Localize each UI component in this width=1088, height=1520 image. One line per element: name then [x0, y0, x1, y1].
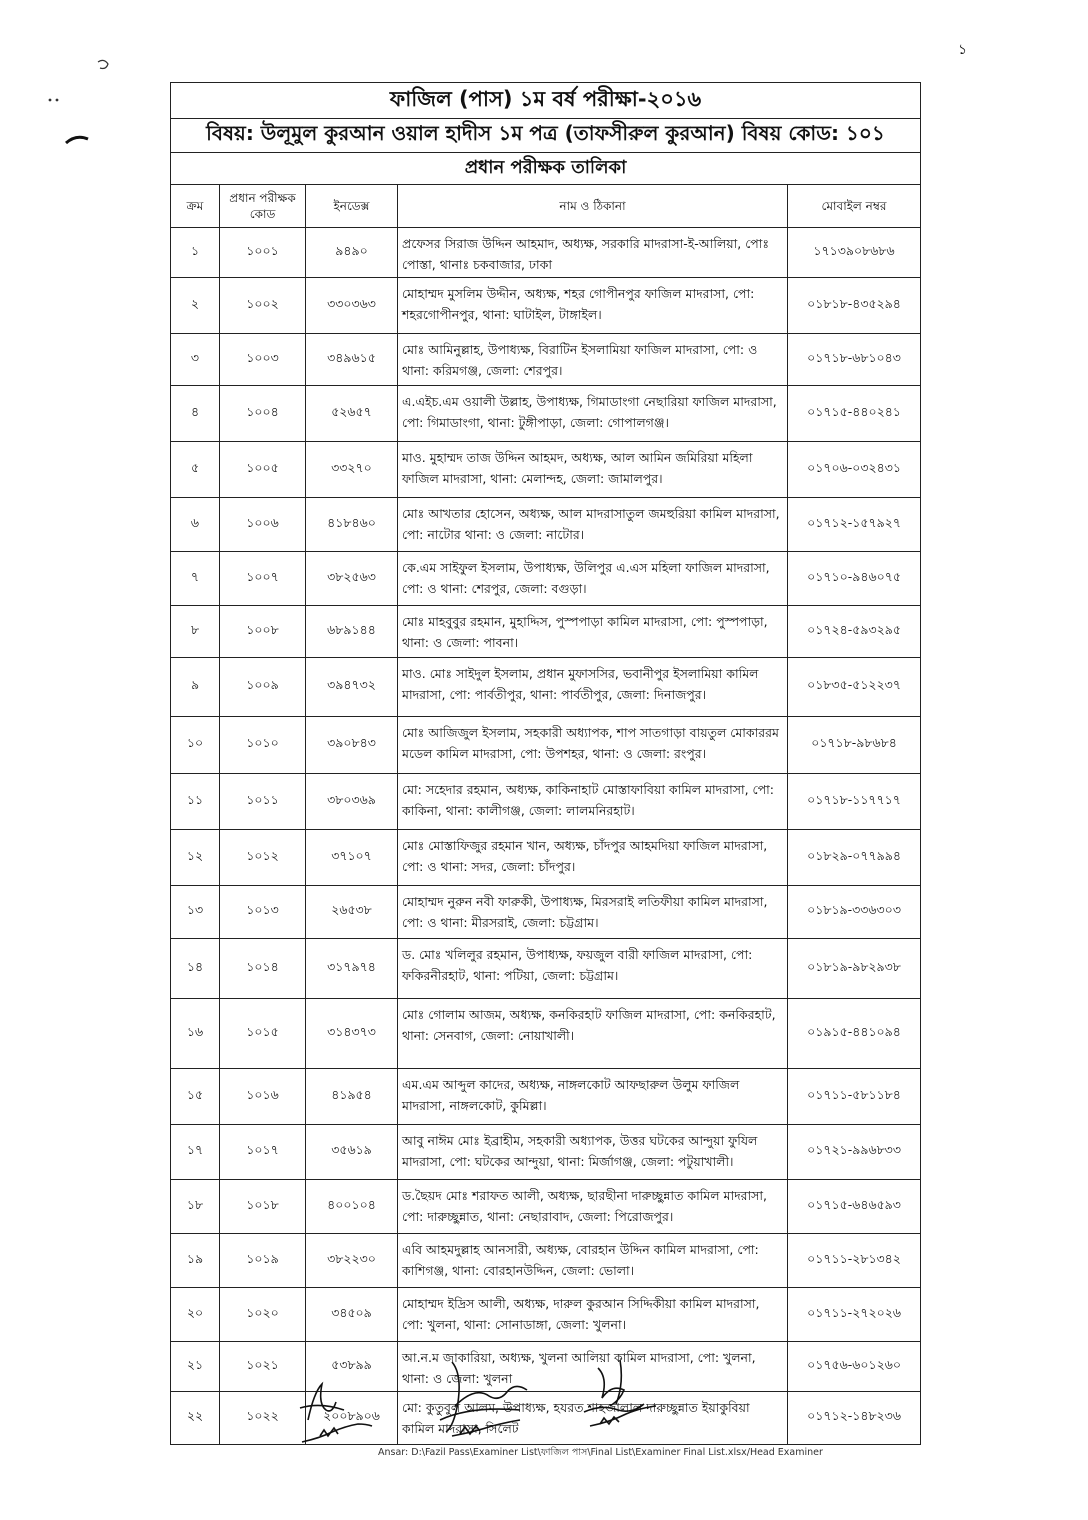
name-address-cell: মোঃ মোস্তাফিজুর রহমান খান, অধ্যক্ষ, চাঁদপুর আহমদিয়া ফাজিল মাদরাসা, পো: ও থানা: সদর, জেলা: চাঁদপুর। — [398, 830, 788, 886]
mobile-cell: ০১৭১১-২৭২০২৬ — [788, 1288, 921, 1342]
mobile-cell: ০১৮২৯-০৭৭৯৯৪ — [788, 830, 921, 886]
mobile-cell: ০১৭০৬-০৩২৪৩১ — [788, 442, 921, 498]
examiner-code-cell: ১০১৮ — [220, 1180, 306, 1234]
index-cell: ৫৩৮৯৯ — [306, 1342, 398, 1392]
examiner-code-cell: ১০১৭ — [220, 1125, 306, 1180]
name-address-cell: আ.ন.ম জাকারিয়া, অধ্যক্ষ, খুলনা আলিয়া কামিল মাদরাসা, পো: খুলনা, থানা: ও জেলা: খুলনা — [398, 1342, 788, 1392]
serial-cell: ১৮ — [171, 1180, 220, 1234]
list-title: প্রধান পরীক্ষক তালিকা — [171, 153, 921, 185]
mobile-cell: ০১৭১১-২৮১৩৪২ — [788, 1234, 921, 1288]
serial-cell: ১১ — [171, 774, 220, 830]
signature-2 — [440, 1362, 527, 1436]
column-header-mobile: মোবাইল নম্বর — [788, 185, 921, 228]
index-cell: ৩১৭৯৭৪ — [306, 939, 398, 999]
table-row — [171, 606, 921, 658]
serial-cell: ১৩ — [171, 886, 220, 939]
name-address-cell: মোহাম্মদ নুরুন নবী ফারুকী, উপাধ্যক্ষ, মিরসরাই লতিফীয়া কামিল মাদরাসা, পো: ও থানা: মীরসরাই, জেলা: চট্টগ্রাম। — [398, 886, 788, 939]
serial-cell: ৯ — [171, 658, 220, 717]
table-row — [171, 228, 921, 278]
serial-cell: ২০ — [171, 1288, 220, 1342]
serial-cell: ৮ — [171, 606, 220, 658]
examiner-code-cell: ১০০৩ — [220, 334, 306, 386]
table-body — [171, 228, 921, 1445]
name-address-cell: মাও. মুহাম্মদ তাজ উদ্দিন আহমদ, অধ্যক্ষ, আল আমিন জমিরিয়া মহিলা ফাজিল মাদরাসা, থানা: মেলান্দহ, জেলা: জামালপুর। — [398, 442, 788, 498]
signature-1 — [300, 1384, 372, 1442]
index-cell: ৩৯০৮৪৩ — [306, 717, 398, 774]
name-address-cell: মোঃ আজিজুল ইসলাম, সহকারী অধ্যাপক, শাপ সাতগাড়া বায়তুল মোকাররম মডেল কামিল মাদরাসা, পো: উপশহর, থানা: ও জেলা: রংপুর। — [398, 717, 788, 774]
serial-cell: ৪ — [171, 386, 220, 442]
name-address-cell: এবি আহমদুল্লাহ আনসারী, অধ্যক্ষ, বোরহান উদ্দিন কামিল মাদরাসা, পো: কাশিগঞ্জ, থানা: বোরহানউদ্দিন, জেলা: ভোলা। — [398, 1234, 788, 1288]
mobile-cell: ০১৭১৮-৬৮১০৪৩ — [788, 334, 921, 386]
column-header-code: প্রধান পরীক্ষক কোড — [220, 185, 306, 228]
table-row — [171, 939, 921, 999]
index-cell: ৩৩০৩৬৩ — [306, 278, 398, 334]
name-address-cell: এম.এম আব্দুল কাদের, অধ্যক্ষ, নাঙ্গলকোট আফছারুল উলুম ফাজিল মাদরাসা, নাঙ্গলকোট, কুমিল্লা। — [398, 1069, 788, 1125]
serial-cell: ১৫ — [171, 1069, 220, 1125]
index-cell: ৩৮২২৩০ — [306, 1234, 398, 1288]
examiner-code-cell: ১০০১ — [220, 228, 306, 278]
page-number: ১ — [958, 42, 968, 58]
examiner-code-cell: ১০০৪ — [220, 386, 306, 442]
index-cell: ৪১৯৫৪ — [306, 1069, 398, 1125]
index-cell: ৩৮০৩৬৯ — [306, 774, 398, 830]
column-header-name: নাম ও ঠিকানা — [398, 185, 788, 228]
serial-cell: ১ — [171, 228, 220, 278]
index-cell: ৩৭১০৭ — [306, 830, 398, 886]
examiner-code-cell: ১০১৬ — [220, 1069, 306, 1125]
serial-cell: ১৭ — [171, 1125, 220, 1180]
table-row — [171, 498, 921, 552]
mobile-cell: ০১৭১৮-১১৭৭১৭ — [788, 774, 921, 830]
examiner-code-cell: ১০১৩ — [220, 886, 306, 939]
name-address-cell: ড.ছৈয়দ মোঃ শরাফত আলী, অধ্যক্ষ, ছারছীনা দারুচ্ছুন্নাত কামিল মাদরাসা, পো: দারুচ্ছুন্নাত, থানা: নেছারাবাদ, জেলা: পিরোজপুর। — [398, 1180, 788, 1234]
mobile-cell: ০১৭২১-৯৯৬৮৩৩ — [788, 1125, 921, 1180]
examiner-code-cell: ১০০৯ — [220, 658, 306, 717]
examiner-code-cell: ১০০৮ — [220, 606, 306, 658]
index-cell: ৩৯৪৭৩২ — [306, 658, 398, 717]
serial-cell: ২ — [171, 278, 220, 334]
table-row — [171, 1069, 921, 1125]
serial-cell: ১৪ — [171, 939, 220, 999]
mobile-cell: ০১৭১২-১৫৭৯২৭ — [788, 498, 921, 552]
table-row — [171, 1288, 921, 1342]
examiner-code-cell: ১০০৬ — [220, 498, 306, 552]
index-cell: ৩৪৫০৯ — [306, 1288, 398, 1342]
index-cell: ৩৪৯৬১৫ — [306, 334, 398, 386]
mobile-cell: ০১৮১৮-৪৩৫২৯৪ — [788, 278, 921, 334]
index-cell: ৯৪৯০ — [306, 228, 398, 278]
name-address-cell: ড. মোঃ খলিলুর রহমান, উপাধ্যক্ষ, ফয়জুল বারী ফাজিল মাদরাসা, পো: ফকিরনীরহাট, থানা: পটিয়া, জেলা: চট্টগ্রাম। — [398, 939, 788, 999]
examiner-code-cell: ১০১০ — [220, 717, 306, 774]
table-row — [171, 886, 921, 939]
name-address-cell: কে.এম সাইফুল ইসলাম, উপাধ্যক্ষ, উলিপুর এ.এস মহিলা ফাজিল মাদরাসা, পো: ও থানা: শেরপুর, জেলা: বগুড়া। — [398, 552, 788, 606]
name-address-cell: মোঃ আখতার হোসেন, অধ্যক্ষ, আল মাদরাসাতুল জমহুরিয়া কামিল মাদরাসা, পো: নাটোর থানা: ও জেলা: নাটোর। — [398, 498, 788, 552]
serial-cell: ৩ — [171, 334, 220, 386]
index-cell: ২০০৮৯০৬ — [306, 1392, 398, 1445]
serial-cell: ২১ — [171, 1342, 220, 1392]
serial-cell: ১০ — [171, 717, 220, 774]
name-address-cell: মোঃ গোলাম আজম, অধ্যক্ষ, কনকিরহাট ফাজিল মাদরাসা, পো: কনকিরহাট, থানা: সেনবাগ, জেলা: নোয়াখালী। — [398, 999, 788, 1069]
index-cell: ৩৮২৫৬৩ — [306, 552, 398, 606]
examiner-code-cell: ১০০৭ — [220, 552, 306, 606]
exam-title: ফাজিল (পাস) ১ম বর্ষ পরীক্ষা-২০১৬ — [171, 83, 921, 119]
mobile-cell: ০১৯১৫-৪৪১০৯৪ — [788, 999, 921, 1069]
name-address-cell: মো: কুতুবুল আলম, উপাধ্যক্ষ, হযরত শাহজালাল দারুচ্ছুন্নাত ইয়াকুবিয়া কামিল মাদরাসা, সিলেট — [398, 1392, 788, 1445]
examiner-code-cell: ১০২১ — [220, 1342, 306, 1392]
table-row — [171, 334, 921, 386]
serial-cell: ৭ — [171, 552, 220, 606]
examiner-code-cell: ১০১৯ — [220, 1234, 306, 1288]
mobile-cell: ০১৭১৮-৯৮৬৮৪ — [788, 717, 921, 774]
mobile-cell: ০১৭১৫-৬৪৬৫৯৩ — [788, 1180, 921, 1234]
table-row — [171, 999, 921, 1069]
table-row — [171, 658, 921, 717]
name-address-cell: এ.এইচ.এম ওয়ালী উল্লাহ, উপাধ্যক্ষ, গিমাডাংগা নেছারিয়া ফাজিল মাদরাসা, পো: গিমাডাংগা, থানা: টুঙ্গীপাড়া, জেলা: গোপালগঞ্জ। — [398, 386, 788, 442]
name-address-cell: মোঃ মাহবুবুর রহমান, মুহাদ্দিস, পুস্পপাড়া কামিল মাদরাসা, পো: পুস্পপাড়া, থানা: ও জেলা: পাবনা। — [398, 606, 788, 658]
table-row — [171, 442, 921, 498]
index-cell: ২৬৫৩৮ — [306, 886, 398, 939]
mobile-cell: ০১৮১৯-৩৩৬৩০৩ — [788, 886, 921, 939]
index-cell: ৩১৪৩৭৩ — [306, 999, 398, 1069]
examiner-code-cell: ১০০২ — [220, 278, 306, 334]
serial-cell: ৬ — [171, 498, 220, 552]
column-header-index: ইনডেক্স — [306, 185, 398, 228]
table-row — [171, 717, 921, 774]
examiner-code-cell: ১০১২ — [220, 830, 306, 886]
serial-cell: ৫ — [171, 442, 220, 498]
examiner-code-cell: ১০১১ — [220, 774, 306, 830]
table-row — [171, 386, 921, 442]
table-row — [171, 1180, 921, 1234]
table-row — [171, 774, 921, 830]
file-path-footer: Ansar: D:\Fazil Pass\Examiner List\ফাজিল পাস\Final List\Examiner Final List.xlsx/Head Examiner — [378, 1447, 823, 1458]
signature-3 — [584, 1360, 656, 1426]
serial-cell: ১৬ — [171, 999, 220, 1069]
mobile-cell: ০১৮৩৫-৫১২২৩৭ — [788, 658, 921, 717]
scan-artifact-marks — [0, 0, 160, 160]
name-address-cell: প্রফেসর সিরাজ উদ্দিন আহমাদ, অধ্যক্ষ, সরকারি মাদরাসা-ই-আলিয়া, পোঃ পোস্তা, থানাঃ চকবাজার, ঢাকা — [398, 228, 788, 278]
mobile-cell: ০১৭১০-৯৪৬০৭৫ — [788, 552, 921, 606]
serial-cell: ১৯ — [171, 1234, 220, 1288]
index-cell: ৫২৬৫৭ — [306, 386, 398, 442]
index-cell: ৪০০১০৪ — [306, 1180, 398, 1234]
subject-title: বিষয়: উলূমুল কুরআন ওয়াল হাদীস ১ম পত্র (তাফসীরুল কুরআন) বিষয় কোড: ১০১ — [171, 119, 921, 153]
index-cell: ৩৩২৭০ — [306, 442, 398, 498]
mobile-cell: ০১৭২৪-৫৯৩২৯৫ — [788, 606, 921, 658]
table-row — [171, 830, 921, 886]
mobile-cell: ০১৭৫৬-৬০১২৬০ — [788, 1342, 921, 1392]
name-address-cell: মো: সহেদার রহমান, অধ্যক্ষ, কাকিনাহাট মোস্তাফাবিয়া কামিল মাদরাসা, পো: কাকিনা, থানা: কালীগঞ্জ, জেলা: লালমনিরহাট। — [398, 774, 788, 830]
name-address-cell: মোহাম্মদ মুসলিম উদ্দীন, অধ্যক্ষ, শহর গোপীনপুর ফাজিল মাদরাসা, পো: শহরগোপীনপুর, থানা: ঘাটাইল, টাঙ্গাইল। — [398, 278, 788, 334]
mobile-cell: ০১৮১৯-৯৮২৯৩৮ — [788, 939, 921, 999]
name-address-cell: মোহাম্মদ ইদ্রিস আলী, অধ্যক্ষ, দারুল কুরআন সিদ্দিকীয়া কামিল মাদরাসা, পো: খুলনা, থানা: সোনাডাঙ্গা, জেলা: খুলনা। — [398, 1288, 788, 1342]
table-row — [171, 1125, 921, 1180]
column-header-serial: ক্রম — [171, 185, 220, 228]
mobile-cell: ০১৭১২-১৪৮২৩৬ — [788, 1392, 921, 1445]
examiner-code-cell: ১০১৪ — [220, 939, 306, 999]
examiner-code-cell: ১০১৫ — [220, 999, 306, 1069]
table-row — [171, 1234, 921, 1288]
examiner-code-cell: ১০২০ — [220, 1288, 306, 1342]
mobile-cell: ০১৭১৫-৪৪০২৪১ — [788, 386, 921, 442]
table-row — [171, 552, 921, 606]
name-address-cell: মাও. মোঃ সাইদুল ইসলাম, প্রধান মুফাসসির, ভবানীপুর ইসলামিয়া কামিল মাদরাসা, পো: পার্বতীপুর, থানা: পার্বতীপুর, জেলা: দিনাজপুর। — [398, 658, 788, 717]
head-examiner-table — [170, 82, 921, 1445]
name-address-cell: মোঃ আমিনুল্লাহ, উপাধ্যক্ষ, বিরাটিন ইসলামিয়া ফাজিল মাদরাসা, পো: ও থানা: করিমগঞ্জ, জেলা: শেরপুর। — [398, 334, 788, 386]
mobile-cell: ০১৭১১-৫৮১১৮৪ — [788, 1069, 921, 1125]
table-row — [171, 278, 921, 334]
serial-cell: ১২ — [171, 830, 220, 886]
name-address-cell: আবু নাঈম মোঃ ইব্রাহীম, সহকারী অধ্যাপক, উত্তর ঘটকের আন্দুয়া ফুযিল মাদরাসা, পো: ঘটকের আন্দুয়া, থানা: মির্জাগঞ্জ, জেলা: পটুয়াখালী। — [398, 1125, 788, 1180]
examiner-code-cell: ১০২২ — [220, 1392, 306, 1445]
mobile-cell: ১৭১৩৯০৮৬৮৬ — [788, 228, 921, 278]
serial-cell: ২২ — [171, 1392, 220, 1445]
signatures — [280, 1350, 740, 1450]
index-cell: ৩৫৬১৯ — [306, 1125, 398, 1180]
index-cell: ৬৮৯১৪৪ — [306, 606, 398, 658]
index-cell: ৪১৮৪৬০ — [306, 498, 398, 552]
examiner-code-cell: ১০০৫ — [220, 442, 306, 498]
